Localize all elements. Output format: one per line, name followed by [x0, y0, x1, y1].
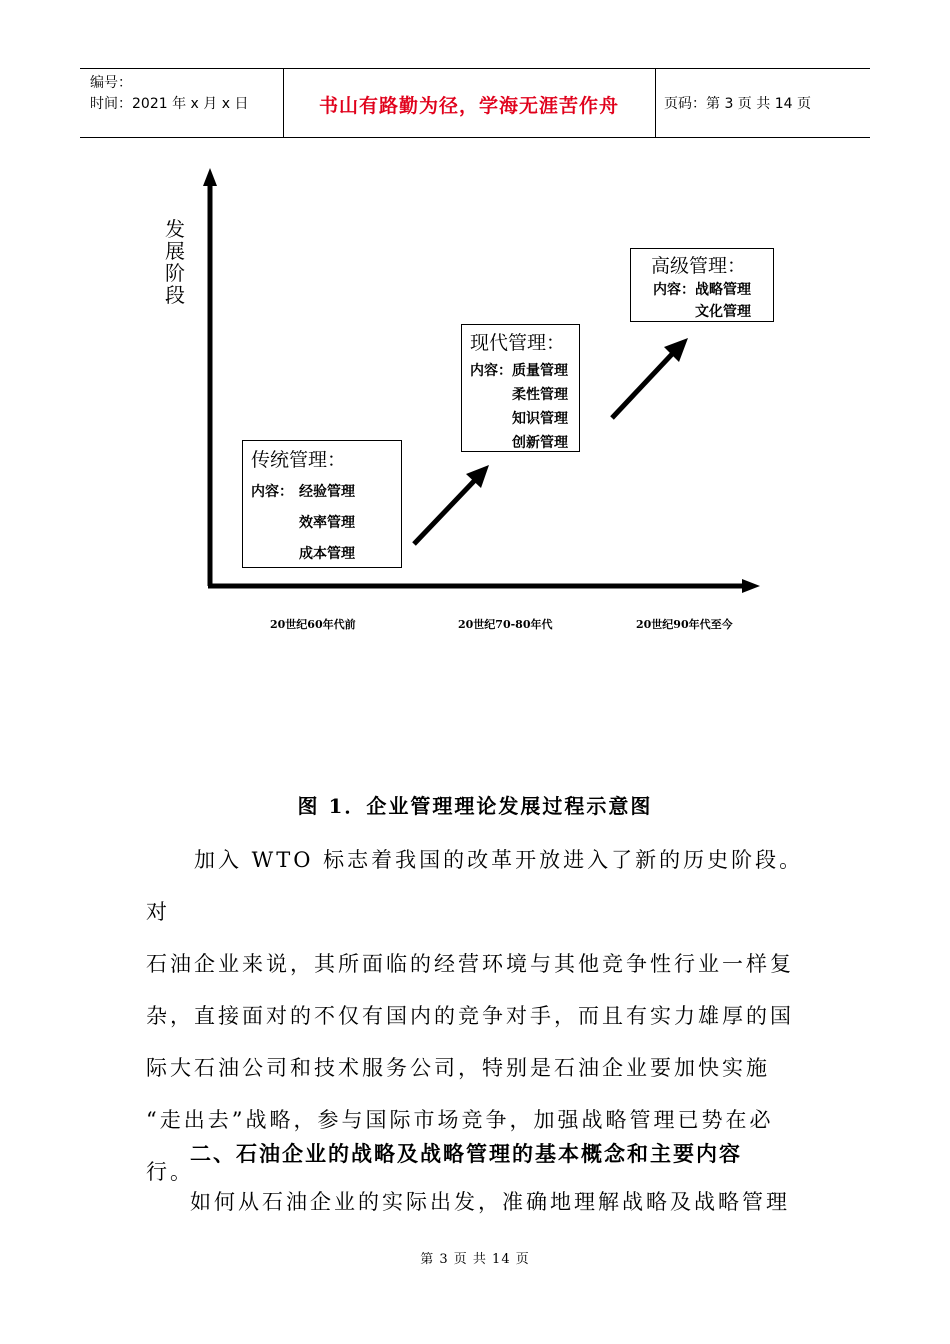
box-item: 经验管理: [299, 484, 355, 500]
body-paragraph-2: 如何从石油企业的实际出发，准确地理解战略及战略管理: [190, 1190, 790, 1214]
paragraph-line: 杂，直接面对的不仅有国内的竞争对手，而且有实力雄厚的国: [146, 1004, 794, 1028]
box-item: 成本管理: [299, 546, 355, 562]
box-item: 质量管理: [512, 363, 568, 379]
x-axis-label: 20世纪90年代至今: [636, 618, 733, 631]
paragraph-line: “走出去”战略，参与国际市场竞争，加强战略管理已势在必: [146, 1108, 774, 1132]
header-page-number: 页码：第 3 页 共 14 页: [664, 96, 811, 112]
y-axis-label: 发展阶段: [165, 217, 185, 307]
header-motto: 书山有路勤为径，学海无涯苦作舟: [318, 95, 619, 117]
x-axis-label: 20世纪70-80年代: [458, 618, 553, 631]
box-item: 创新管理: [512, 435, 568, 451]
box-content-prefix: 内容：: [470, 363, 512, 379]
figure-caption: 图 1．企业管理理论发展过程示意图: [297, 794, 653, 818]
header-number: 编号：: [90, 75, 132, 91]
modern-management-box: [461, 324, 580, 452]
paragraph-line: 行。: [146, 1160, 194, 1184]
growth-arrow-2: [612, 352, 674, 418]
y-axis-arrowhead: [203, 168, 217, 186]
advanced-management-box: [630, 248, 774, 322]
paragraph-line: 际大石油公司和技术服务公司，特别是石油企业要加快实施: [146, 1056, 770, 1080]
x-axis-arrowhead: [742, 579, 760, 593]
paragraph-line: 石油企业来说，其所面临的经营环境与其他竞争性行业一样复: [146, 952, 794, 976]
box-item: 柔性管理: [512, 387, 568, 403]
box-content-prefix: 内容：: [251, 484, 293, 500]
paragraph-line: 加入 WTO 标志着我国的改革开放进入了新的历史阶段。对: [146, 848, 804, 924]
box-item: 文化管理: [695, 304, 751, 320]
box-title: 现代管理：: [470, 332, 566, 354]
section-heading: 二、石油企业的战略及战略管理的基本概念和主要内容: [190, 1141, 742, 1166]
box-title: 高级管理：: [651, 255, 747, 277]
header-time: 时间：2021 年 x 月 x 日: [90, 96, 249, 112]
x-axis-label: 20世纪60年代前: [270, 618, 356, 631]
box-item: 效率管理: [299, 515, 355, 531]
traditional-management-box: [242, 440, 402, 568]
box-content-prefix: 内容：: [653, 282, 695, 298]
growth-arrow-1: [414, 479, 476, 544]
page-footer: 第 3 页 共 14 页: [420, 1252, 530, 1267]
box-title: 传统管理：: [251, 449, 347, 471]
box-item: 知识管理: [512, 411, 568, 427]
box-item: 战略管理: [695, 282, 751, 298]
